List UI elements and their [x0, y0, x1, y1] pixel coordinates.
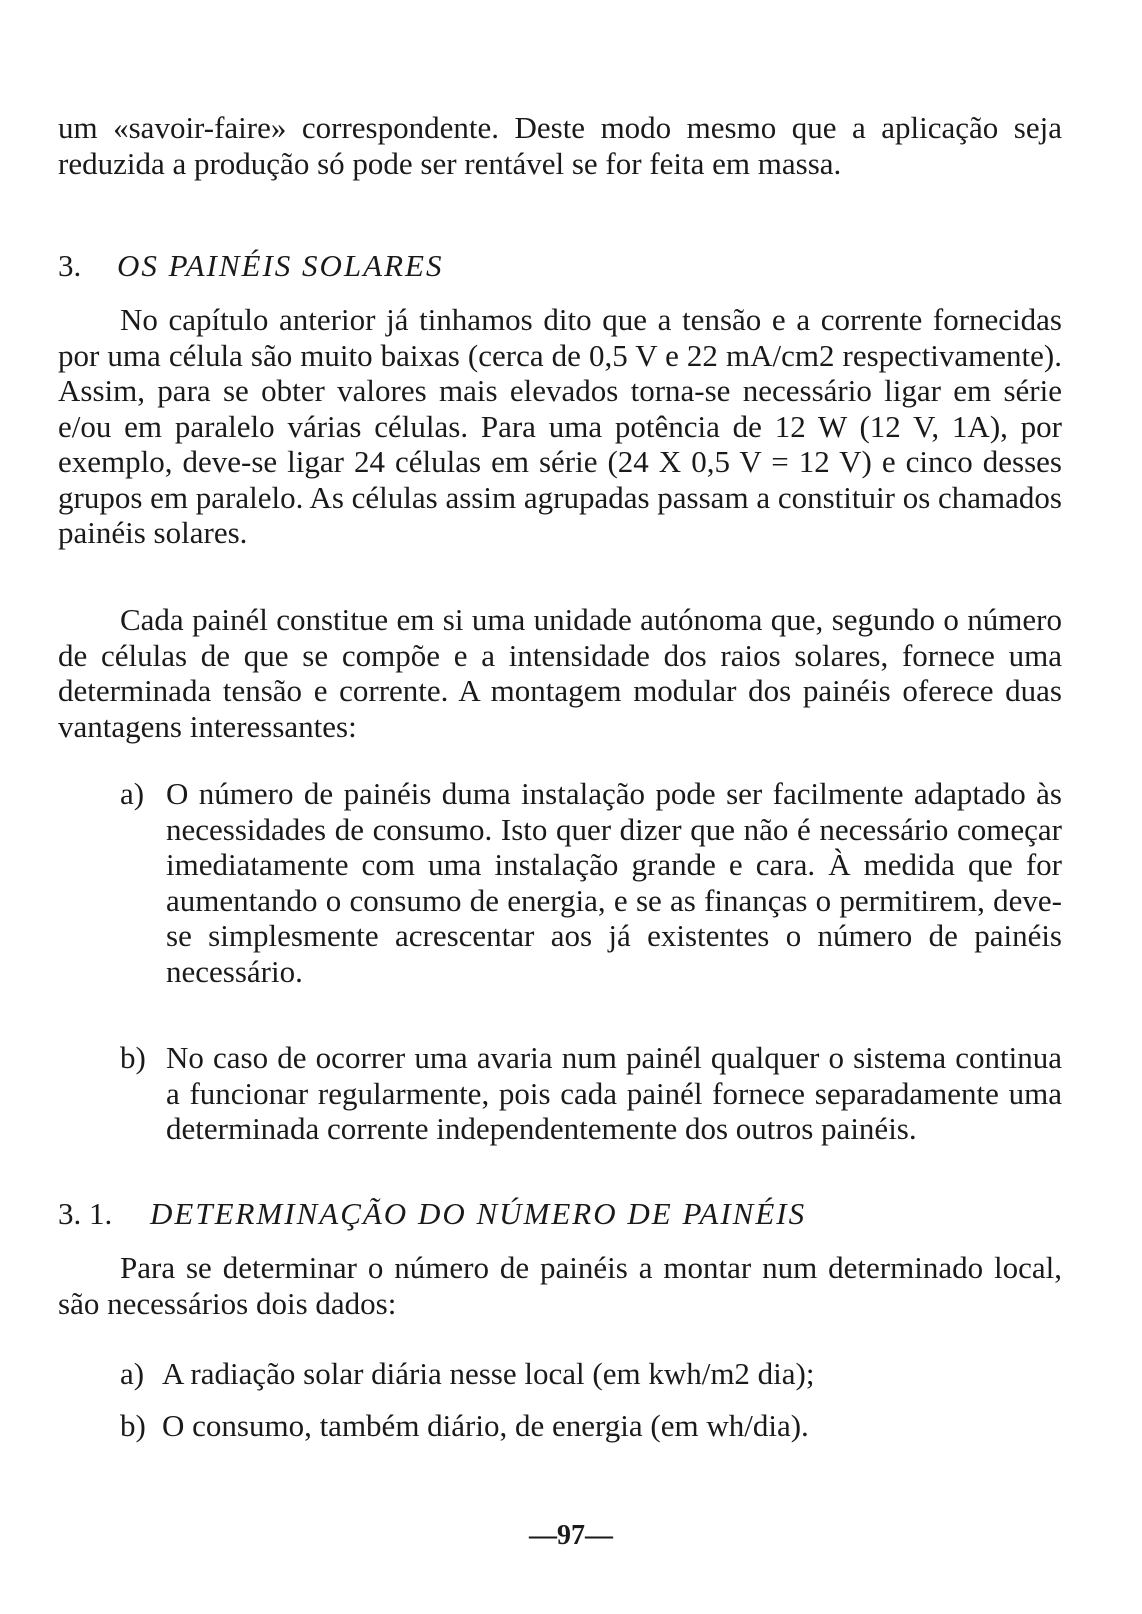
- list-item-text: O número de painéis duma instalação pode ser facilmente adaptado às necessidades de consumo. Isto quer dizer que não é necessário começar imediatamente com uma instalação grande e cara. À medida que for aumentando o consumo de energia, e se as finanças o permitirem, deve-se simplesmente acrescentar aos já existentes o número de painéis necessário.: [166, 776, 1062, 989]
- list-item: [120, 1356, 1062, 1392]
- list-item-text: O consumo, também diário, de energia (em wh/dia).: [162, 1408, 809, 1443]
- paragraph-intro: um «savoir-faire» correspondente. Deste modo mesmo que a aplicação seja reduzida a produção só pode ser rentável se for feita em massa.: [58, 110, 1062, 181]
- list-item-text: No caso de ocorrer uma avaria num painél qualquer o sistema continua a funcionar regularmente, pois cada painél fornece separadamente uma determinada corrente independentemente dos outros painéis.: [166, 1040, 1062, 1146]
- section-heading-3: [58, 248, 443, 284]
- list-item: [120, 776, 1062, 989]
- list-item: [120, 1040, 1062, 1147]
- list-item-text: A radiação solar diária nesse local (em kwh/m2 dia);: [162, 1356, 815, 1391]
- paragraph-determination: Para se determinar o número de painéis a montar num determinado local, são necessários dois dados:: [58, 1250, 1062, 1321]
- section-number: 3. 1.: [58, 1196, 113, 1231]
- paragraph-cells: No capítulo anterior já tinhamos dito que a tensão e a corrente fornecidas por uma célula são muito baixas (cerca de 0,5 V e 22 mA/cm2 respectivamente). Assim, para se obter valores mais elevados torna-se necessário ligar em série e/ou em paralelo várias células. Para uma potência de 12 W (12 V, 1A), por exemplo, deve-se ligar 24 células em série (24 X 0,5 V = 12 V) e cinco desses grupos em paralelo. As células assim agrupadas passam a constituir os chamados painéis solares.: [58, 302, 1062, 550]
- list-marker: b): [120, 1040, 146, 1075]
- page-number: —97—: [529, 1520, 613, 1551]
- list-marker: a): [120, 776, 145, 811]
- section-heading-3-1: [58, 1196, 806, 1232]
- list-marker: b): [120, 1408, 146, 1443]
- section-title: OS PAINÉIS SOLARES: [117, 248, 444, 283]
- section-number: 3.: [58, 248, 82, 283]
- list-item: [120, 1408, 1062, 1444]
- paragraph-panels: Cada painél constitue em si uma unidade autónoma que, segundo o número de células de que se compõe e a intensidade dos raios solares, fornece uma determinada tensão e corrente. A montagem modular dos painéis oferece duas vantagens interessantes:: [58, 602, 1062, 744]
- section-title: DETERMINAÇÃO DO NÚMERO DE PAINÉIS: [150, 1196, 807, 1231]
- list-marker: a): [120, 1356, 145, 1391]
